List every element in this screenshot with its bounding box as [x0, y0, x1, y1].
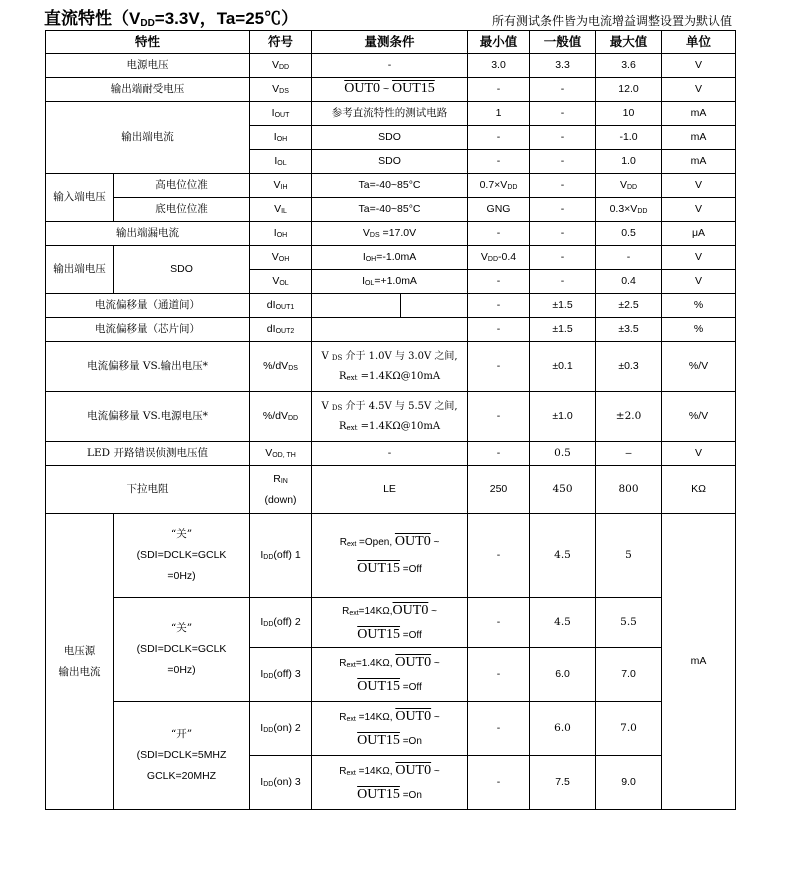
characteristic: 电流偏移量（芯片间）: [46, 318, 250, 342]
min-value: $0.7\times V_{DD}$: [468, 174, 530, 198]
symbol: $V_{DS}$: [250, 78, 312, 102]
condition-line-2: OUT15 =On: [357, 786, 422, 802]
symbol: $\%/dV_{DD}$: [250, 392, 312, 442]
min-value: -: [468, 270, 530, 294]
symbol: [250, 466, 312, 514]
symbol: $V_{IH}$: [250, 174, 312, 198]
header-max: 最大值: [596, 31, 662, 54]
header-characteristic: 特性: [46, 31, 250, 54]
symbol: $I_{OL}$: [250, 150, 312, 174]
typ-value: ±1.5: [530, 318, 596, 342]
condition: OUT0 ~ OUT15: [312, 78, 468, 102]
table-row: [46, 466, 736, 514]
sub-characteristic: 底电位位准: [114, 198, 250, 222]
characteristic: 电流偏移量 VS.输出电压*: [46, 342, 250, 392]
condition-line-1: $R_{ext} =14K\Omega$, OUT0 ~: [339, 762, 440, 778]
unit: V: [662, 270, 736, 294]
test-condition-note: 所有测试条件皆为电流增益调整设置为默认值: [491, 14, 732, 28]
condition: [312, 392, 468, 442]
max-value: 0.5: [596, 222, 662, 246]
condition: [312, 294, 468, 318]
unit: V: [662, 174, 736, 198]
table-row: [46, 442, 736, 466]
characteristic: 电流偏移量（通道间）: [46, 294, 250, 318]
condition: SDO: [312, 126, 468, 150]
unit: V: [662, 198, 736, 222]
max-value: 9.0: [596, 756, 662, 810]
typ-value: -: [530, 102, 596, 126]
condition-line-1: $R_{ext}=14K\Omega,OUT0$ ~: [342, 602, 437, 618]
symbol: $dI_{OUT2}$: [250, 318, 312, 342]
condition: -: [312, 54, 468, 78]
sub-line-2: (SDI=DCLK=GCLK: [136, 643, 227, 655]
condition: Ta=-40~85°C: [312, 198, 468, 222]
min-value: -: [468, 648, 530, 702]
typ-value: ±1.0: [530, 392, 596, 442]
condition: [312, 648, 468, 702]
condition: LE: [312, 466, 468, 514]
min-value: -: [468, 126, 530, 150]
condition-line-1: V $_{DS}$ 介于 4.5V 与 5.5V 之间,: [321, 400, 458, 412]
sub-line-1: “关”: [170, 528, 193, 540]
unit: %/V: [662, 342, 736, 392]
symbol: $I_{DD}(off)$ 3: [250, 648, 312, 702]
min-value: 250: [468, 466, 530, 514]
typ-value: -: [530, 270, 596, 294]
symbol: $I_{DD}(on)$ 2: [250, 702, 312, 756]
table-row: [46, 294, 736, 318]
condition: $V_{DS} =17.0V$: [312, 222, 468, 246]
condition-line-2: OUT15 =Off: [357, 678, 422, 694]
table-row: [46, 174, 736, 198]
min-value: -: [468, 342, 530, 392]
min-value: -: [468, 514, 530, 598]
condition: [312, 702, 468, 756]
characteristic-line-2: 输出电流: [58, 665, 101, 678]
max-value: -1.0: [596, 126, 662, 150]
condition: 参考直流特性的测试电路: [312, 102, 468, 126]
max-value: 7.0: [596, 648, 662, 702]
min-value: -: [468, 78, 530, 102]
sub-line-2: (SDI=DCLK=GCLK: [136, 549, 227, 561]
typ-value: ±0.1: [530, 342, 596, 392]
characteristic: 电流偏移量 VS.电源电压*: [46, 392, 250, 442]
condition-line-1: V $_{DS}$ 介于 1.0V 与 3.0V 之间,: [321, 350, 458, 362]
symbol: $dI_{OUT1}$: [250, 294, 312, 318]
max-value: ±2.5: [596, 294, 662, 318]
typ-value: ±1.5: [530, 294, 596, 318]
unit: mA: [662, 102, 736, 126]
header-row: [46, 31, 736, 54]
typ-value: -: [530, 246, 596, 270]
symbol: $V_{OL}$: [250, 270, 312, 294]
typ-value: 0.5: [530, 442, 596, 466]
unit: V: [662, 54, 736, 78]
sub-line-3: GCLK=20MHZ: [146, 770, 217, 782]
header-min: 最小值: [468, 31, 530, 54]
condition: Ta=-40~85°C: [312, 174, 468, 198]
typ-value: -: [530, 126, 596, 150]
unit: V: [662, 246, 736, 270]
sub-characteristic: [114, 514, 250, 598]
typ-value: 7.5: [530, 756, 596, 810]
condition: -: [312, 442, 468, 466]
max-value: ±2.0: [596, 392, 662, 442]
min-value: -: [468, 442, 530, 466]
typ-value: -: [530, 198, 596, 222]
characteristic: 输出端耐受电压: [46, 78, 250, 102]
condition-line-1: $R_{ext}=1.4K\Omega$, OUT0 ~: [339, 654, 440, 670]
characteristic: [46, 514, 114, 810]
table-row: [46, 246, 736, 270]
sub-characteristic: [114, 598, 250, 702]
max-value: 800: [596, 466, 662, 514]
condition-line-2: $R_{ext}$ =1.4KΩ@10mA: [338, 370, 441, 382]
max-value: 5: [596, 514, 662, 598]
characteristic: 电源电压: [46, 54, 250, 78]
table-row: [46, 702, 736, 756]
min-value: -: [468, 598, 530, 648]
condition: SDO: [312, 150, 468, 174]
min-value: $V_{DD}-0.4$: [468, 246, 530, 270]
symbol: $I_{DD}(off)$ 2: [250, 598, 312, 648]
condition-line-2: $R_{ext}$ =1.4KΩ@10mA: [338, 420, 441, 432]
typ-value: -: [530, 150, 596, 174]
typ-value: -: [530, 174, 596, 198]
typ-value: -: [530, 222, 596, 246]
sub-line-3: =0Hz): [167, 664, 196, 676]
symbol: $I_{DD}(off)$ 1: [250, 514, 312, 598]
min-value: -: [468, 756, 530, 810]
symbol: $I_{OH}$: [250, 222, 312, 246]
table-row: [46, 318, 736, 342]
table-row: [46, 222, 736, 246]
condition-line-1: $R_{ext} =14K\Omega$, OUT0 ~: [339, 708, 440, 724]
typ-value: 6.0: [530, 648, 596, 702]
condition: $I_{OL}=+1.0mA$: [312, 270, 468, 294]
min-value: -: [468, 150, 530, 174]
min-value: -: [468, 318, 530, 342]
unit: %: [662, 294, 736, 318]
condition: [312, 598, 468, 648]
max-value: ±0.3: [596, 342, 662, 392]
table-row: [46, 78, 736, 102]
max-value: 7.0: [596, 702, 662, 756]
unit: mA: [662, 126, 736, 150]
min-value: 1: [468, 102, 530, 126]
header-condition: 量测条件: [312, 31, 468, 54]
characteristic-line-1: 电压源: [63, 644, 96, 657]
min-value: -: [468, 222, 530, 246]
unit: mA: [662, 514, 736, 810]
characteristic: 输出端电流: [46, 102, 250, 174]
condition-line-2: OUT15 =Off: [357, 560, 422, 576]
min-value: GNG: [468, 198, 530, 222]
condition-line-2: OUT15 =Off: [357, 626, 422, 642]
symbol: $I_{OUT}$: [250, 102, 312, 126]
symbol: $I_{OH}$: [250, 126, 312, 150]
table-row: [46, 342, 736, 392]
typ-value: 4.5: [530, 598, 596, 648]
sub-line-1: “关”: [170, 622, 193, 634]
condition: [312, 756, 468, 810]
sub-characteristic: 高电位位准: [114, 174, 250, 198]
table-row: [46, 598, 736, 648]
table-row: [46, 54, 736, 78]
symbol: $I_{DD}(on)$ 3: [250, 756, 312, 810]
condition-line-2: OUT15 =On: [357, 732, 422, 748]
condition: [312, 514, 468, 598]
table-row: [46, 198, 736, 222]
symbol: $V_{DD}$: [250, 54, 312, 78]
characteristic: 输出端漏电流: [46, 222, 250, 246]
typ-value: 6.0: [530, 702, 596, 756]
unit: %: [662, 318, 736, 342]
max-value: $V_{DD}$: [596, 174, 662, 198]
condition: [312, 342, 468, 392]
characteristic: 输出端电压: [46, 246, 114, 294]
unit: μA: [662, 222, 736, 246]
typ-value: 4.5: [530, 514, 596, 598]
min-value: -: [468, 294, 530, 318]
characteristic: LED 开路错误侦测电压值: [46, 442, 250, 466]
max-value: –: [596, 442, 662, 466]
condition-line-1: $R_{ext}$ =Open, OUT0 ~: [339, 533, 440, 549]
max-value: 10: [596, 102, 662, 126]
unit: KΩ: [662, 466, 736, 514]
header-symbol: 符号: [250, 31, 312, 54]
typ-value: -: [530, 78, 596, 102]
sub-characteristic: SDO: [114, 246, 250, 294]
max-value: 0.4: [596, 270, 662, 294]
symbol-line-2: (down): [264, 493, 297, 506]
symbol: $V_{IL}$: [250, 198, 312, 222]
unit: V: [662, 442, 736, 466]
condition: $I_{OH}=-1.0mA$: [312, 246, 468, 270]
table-row: [46, 392, 736, 442]
sub-characteristic: [114, 702, 250, 810]
characteristic: 下拉电阻: [46, 466, 250, 514]
header-typ: 一般值: [530, 31, 596, 54]
max-value: 12.0: [596, 78, 662, 102]
symbol-line-1: $R_{IN}$: [273, 472, 288, 485]
symbol: $\%/dV_{DS}$: [250, 342, 312, 392]
min-value: 3.0: [468, 54, 530, 78]
max-value: $0.3\times V_{DD}$: [596, 198, 662, 222]
max-value: ±3.5: [596, 318, 662, 342]
sub-line-1: “开”: [170, 728, 193, 740]
max-value: -: [596, 246, 662, 270]
min-value: -: [468, 702, 530, 756]
unit: mA: [662, 150, 736, 174]
typ-value: 3.3: [530, 54, 596, 78]
typ-value: 450: [530, 466, 596, 514]
symbol: $V_{OH}$: [250, 246, 312, 270]
sub-line-2: (SDI=DCLK=5MHZ: [136, 749, 227, 761]
characteristic: 输入端电压: [46, 174, 114, 222]
min-value: -: [468, 392, 530, 442]
condition: [312, 318, 468, 342]
table-row: [46, 514, 736, 598]
page-title: 直流特性（$V_{DD}=3.3V$，Ta=25℃）: [44, 9, 299, 29]
header-unit: 单位: [662, 31, 736, 54]
unit: V: [662, 78, 736, 102]
max-value: 3.6: [596, 54, 662, 78]
title-row: [44, 4, 734, 30]
dc-characteristics-table: [45, 30, 736, 810]
max-value: 1.0: [596, 150, 662, 174]
unit: %/V: [662, 392, 736, 442]
table-row: [46, 102, 736, 126]
symbol: $V_{OD, TH}$: [250, 442, 312, 466]
sub-line-3: =0Hz): [167, 570, 196, 582]
max-value: 5.5: [596, 598, 662, 648]
